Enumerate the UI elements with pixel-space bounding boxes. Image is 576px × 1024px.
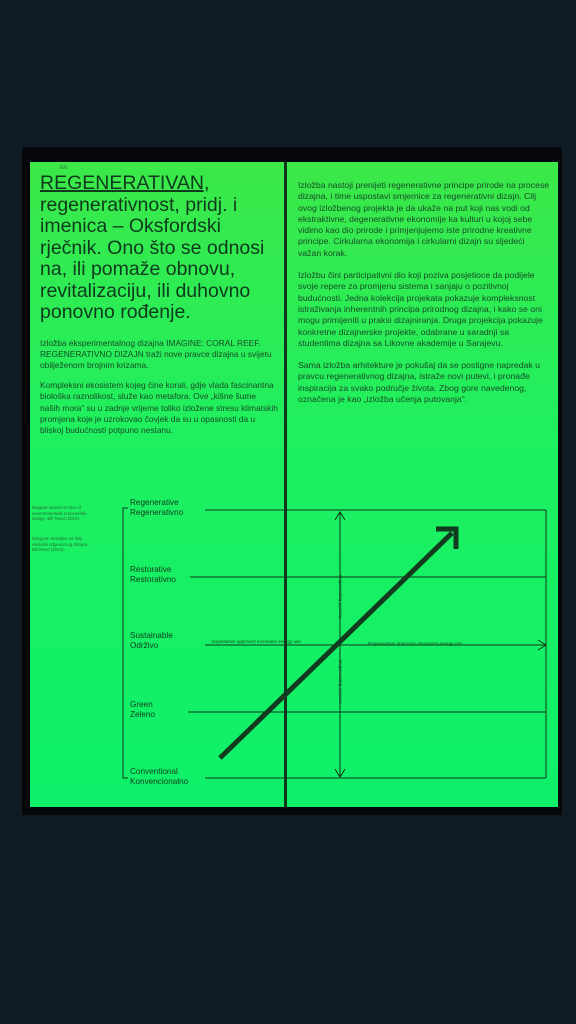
- language-tag: EN: [60, 165, 67, 171]
- headline-word: REGENERATIVAN,: [40, 172, 210, 194]
- level-conventional-en: Conventional: [130, 767, 178, 776]
- headline-definition: regenerativnost, pridj. i imenica – Oksfordski rječnik. Ono što se odnosi na, ili pomaže obnovu, revitalizaciju, ili duhovno ponovno rođenje.: [40, 193, 265, 323]
- learning-journey-paragraph: Sama izložba arhitekture je pokušaj da se postigne napredak u pravcu regenerativnog dizajna, istraže novi putevi, i pronađe inspiracija za svako područje života. Zbog gore navedenog, označena je kao „izložba učenja putovanja“.: [298, 360, 540, 405]
- level-regenerative: [130, 498, 183, 518]
- level-conventional-bs: Konvencionalno: [130, 777, 189, 786]
- level-sustainable: [130, 631, 173, 651]
- level-green-bs: Zeleno: [130, 710, 156, 719]
- level-restorative-bs: Restorativno: [130, 575, 176, 584]
- level-regenerative-bs: Regenerativno: [130, 508, 184, 517]
- intro-paragraph: Izložba eksperimentalnog dizajna IMAGINE: CORAL REEF. REGENERATIVNO DIZAJN traži nove pravce dizajna u svijetu obilježenom brojnim krizama.: [40, 337, 272, 370]
- level-sustainable-bs: Održivo: [130, 641, 159, 650]
- participation-paragraph: Izložbu čini participativni dio koji poziva posjetioce da podijele svoje repere za promjenu sistema i sanjaju o pozitivnoj budućnosti. Jedna kolekcija projekata pokazuje kompleksnost istraživanja inherentnih principa prirodnog dizajna, i kako se oni mogu primijeniti u praksi dizajniranja. Druga projekcija pokazuje konkretne dizajnerske projekte, odabrane u saradnji sa studentima dizajna sa Likovne akademije u Sarajevu.: [298, 270, 543, 348]
- level-regenerative-en: Regenerative: [130, 498, 179, 507]
- principles-paragraph: Izložba nastoji prenijeti regenerativne principe prirode na procese dizajna, i time uspostavi smjernice za regenerativni dizajn. Cilj ovog izložbenog projekta je da ukaže na put koji nas vodi od ekstraktivne, degenerativne ekonomije ka kulturi u kojoj sebe vidimo kao dio prirode i primjenjujemo iste prirodne kreativne principe. Cirkularna ekonomija i cirkularni dizajn su sljedeći važan korak.: [298, 180, 550, 258]
- level-restorative-en: Restorative: [130, 565, 172, 574]
- level-restorative: [130, 565, 176, 585]
- vertical-up-label: Regenerating systems: [338, 575, 343, 619]
- axis-right-label: Regenerative approach decreases energy use: [368, 641, 463, 646]
- diagram-note-bs: Dijagram temeljen na liniji ekološki odgovornog dizajna, Bill Reed (2010).: [32, 536, 89, 553]
- diagram-bracket: [123, 508, 128, 778]
- diagram-note-en: Diagram based on line of environmentally responsible design, Bill Reed (2010).: [32, 505, 87, 522]
- level-green: [130, 700, 155, 720]
- level-conventional: [130, 767, 188, 787]
- vertical-down-label: Degenerating systems: [338, 660, 343, 704]
- coral-paragraph: Kompleksni ekosistem kojeg čine korali, gdje vlada fascinantna biološka raznolikost, služe kao metafora. Ove „kišne šume naših mora“ su u zadnje vrijeme toliko izložene stresu klimatskih promjena koje je uzrokovao čovjek da su u opasnosti da u bliskoj budućnosti potpuno nestanu.: [40, 380, 278, 435]
- axis-left-label: Exploitative approach increases energy use: [212, 639, 301, 644]
- level-green-en: Green: [130, 700, 153, 709]
- level-sustainable-en: Sustainable: [130, 631, 173, 640]
